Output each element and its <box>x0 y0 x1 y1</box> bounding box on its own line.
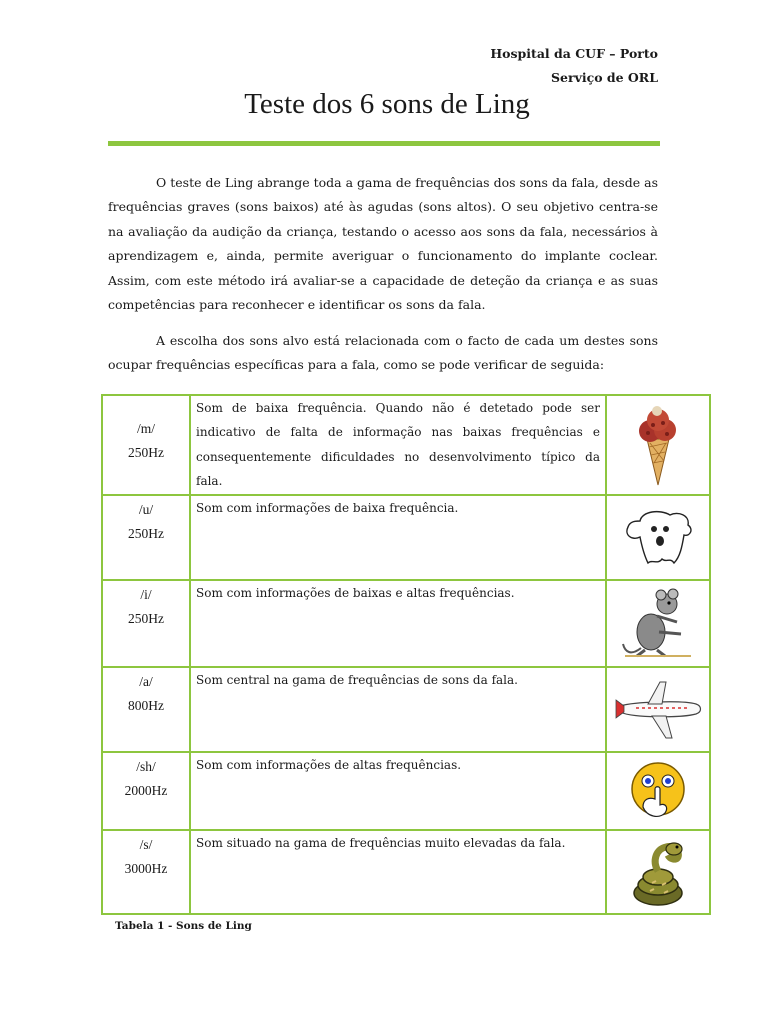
sound-symbol: /sh/ <box>136 758 156 774</box>
selection-paragraph <box>108 329 658 378</box>
sound-symbol: /u/ <box>138 501 154 517</box>
sound-cell <box>102 667 190 752</box>
sound-frequency: 800Hz <box>128 697 164 713</box>
sound-frequency: 250Hz <box>128 610 164 626</box>
title-divider <box>108 141 660 146</box>
table-row <box>102 580 710 667</box>
sound-frequency: 2000Hz <box>124 782 168 798</box>
sound-cell <box>102 580 190 667</box>
page-title: Teste dos 6 sons de Ling <box>244 88 530 120</box>
sound-cell <box>102 752 190 830</box>
sound-frequency: 250Hz <box>128 445 164 460</box>
hospital-name: Hospital da CUF – Porto <box>490 46 658 61</box>
airplane-icon <box>606 667 710 752</box>
table-row <box>102 395 710 495</box>
sound-description: Som central na gama de frequências de sons da fala. <box>190 667 606 752</box>
department-name: Serviço de ORL <box>551 70 658 85</box>
sound-symbol: /i/ <box>140 586 152 602</box>
document-header <box>490 42 658 90</box>
table-row <box>102 667 710 752</box>
sound-description: Som situado na gama de frequências muito elevadas da fala. <box>190 830 606 914</box>
table-caption: Tabela 1 - Sons de Ling <box>115 920 252 932</box>
sound-cell <box>102 395 190 495</box>
intro-paragraph-text: O teste de Ling abrange toda a gama de frequências dos sons da fala, desde as frequências graves (sons baixos) até às agudas (sons altos). O seu objetivo centra-se na avaliação da audição da criança, testando o acesso aos sons da fala, necessários à aprendizagem e, ainda, permite averiguar o funcionamento do implante coclear. Assim, com este método irá avaliar-se a capacidade de deteção da criança e as suas competências para reconhecer e identificar os sons da fala. <box>108 175 658 313</box>
sound-cell <box>102 495 190 580</box>
sound-cell <box>102 830 190 914</box>
table-row <box>102 752 710 830</box>
sound-frequency: 3000Hz <box>124 860 168 876</box>
intro-paragraph <box>108 171 658 317</box>
ice-cream-icon <box>606 395 710 495</box>
sound-frequency: 250Hz <box>128 525 164 541</box>
sound-description: Som com informações de baixas e altas frequências. <box>190 580 606 667</box>
shush-smiley-icon <box>606 752 710 830</box>
mouse-icon <box>606 580 710 667</box>
table-row <box>102 495 710 580</box>
sound-description: Som com informações de altas frequências. <box>190 752 606 830</box>
sound-description: Som de baixa frequência. Quando não é detetado pode ser indicativo de falta de informação nas baixas frequências e consequentemente dificuldades no desenvolvimento típico da fala. <box>190 395 606 495</box>
sound-description: Som com informações de baixa frequência. <box>190 495 606 580</box>
table-row <box>102 830 710 914</box>
ghost-icon <box>606 495 710 580</box>
snake-icon <box>606 830 710 914</box>
sound-symbol: /m/ <box>136 421 155 436</box>
ling-sounds-table <box>101 394 711 915</box>
selection-paragraph-text: A escolha dos sons alvo está relacionada com o facto de cada um destes sons ocupar frequências específicas para a fala, como se pode verificar de seguida: <box>108 333 658 373</box>
sound-symbol: /s/ <box>139 836 153 852</box>
sound-symbol: /a/ <box>139 673 153 689</box>
